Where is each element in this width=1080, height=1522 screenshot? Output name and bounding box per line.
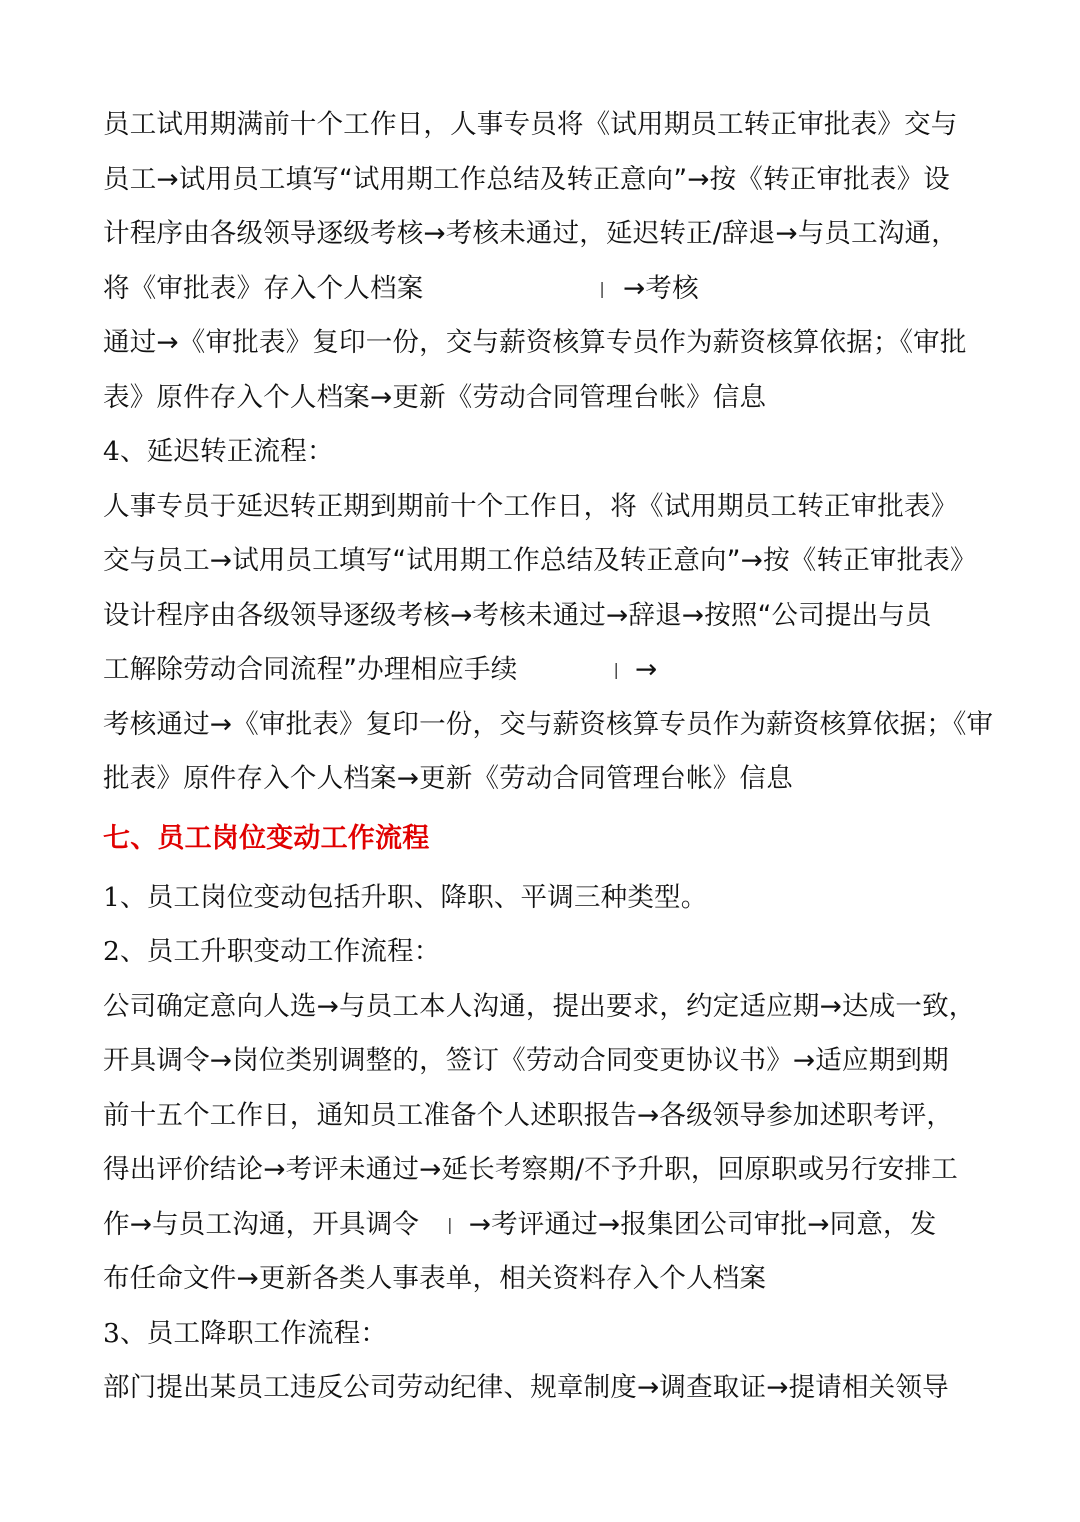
text-line: 前十五个工作日，通知员工准备个人述职报告→各级领导参加述职考评， bbox=[103, 1099, 954, 1131]
text-line: 公司确定意向人选→与员工本人沟通，提出要求，约定适应期→达成一致， bbox=[103, 990, 976, 1022]
text-segment: →考核 bbox=[623, 272, 699, 304]
text-segment: 作→与员工沟通，开具调令 bbox=[103, 1208, 420, 1240]
list-item: 1、员工岗位变动包括升职、降职、平调三种类型。 bbox=[103, 881, 708, 913]
text-segment: 将《审批表》存入个人档案 bbox=[103, 272, 424, 304]
list-item: 2、员工升职变动工作流程： bbox=[103, 936, 441, 967]
text-line: 人事专员于延迟转正期到期前十个工作日，将《试用期员工转正审批表》 bbox=[103, 490, 958, 522]
text-line bbox=[103, 643, 983, 698]
text-line: 开具调令→岗位类别调整的，签订《劳动合同变更协议书》→适应期到期 bbox=[103, 1045, 949, 1076]
tick-mark: | bbox=[447, 1214, 453, 1234]
tick-mark: | bbox=[599, 278, 605, 298]
text-segment: →考评通过→报集团公司审批→同意，发 bbox=[468, 1208, 937, 1240]
text-line: 考核通过→《审批表》复印一份，交与薪资核算专员作为薪资核算依据；《审 bbox=[103, 708, 994, 740]
tick-mark: | bbox=[613, 660, 620, 680]
list-item: 3、员工降职工作流程： bbox=[103, 1317, 388, 1349]
text-line: 得出评价结论→考评未通过→延长考察期/不予升职，回原职或另行安排工 bbox=[103, 1154, 958, 1185]
text-line: 计程序由各级领导逐级考核→考核未通过，延迟转正/辞退→与员工沟通， bbox=[103, 218, 958, 249]
text-line bbox=[103, 1198, 983, 1253]
text-line: 通过→《审批表》复印一份，交与薪资核算专员作为薪资核算依据；《审批 bbox=[103, 327, 967, 358]
text-line: 员工→试用员工填写“试用期工作总结及转正意向”→按《转正审批表》设 bbox=[103, 163, 950, 195]
document-page bbox=[103, 98, 994, 1416]
text-line bbox=[103, 262, 983, 317]
text-line: 部门提出某员工违反公司劳动纪律、规章制度→调查取证→提请相关领导 bbox=[103, 1372, 949, 1403]
text-segment: 工解除劳动合同流程”办理相应手续 bbox=[103, 654, 518, 685]
subsection-title: 4、延迟转正流程： bbox=[103, 436, 334, 467]
text-segment: → bbox=[635, 654, 658, 685]
text-line: 布任命文件→更新各类人事表单，相关资料存入个人档案 bbox=[103, 1263, 767, 1294]
text-line: 批表》原件存入个人档案→更新《劳动合同管理台帐》信息 bbox=[103, 763, 793, 794]
text-line: 设计程序由各级领导逐级考核→考核未通过→辞退→按照“公司提出与员 bbox=[103, 599, 932, 631]
text-line: 表》原件存入个人档案→更新《劳动合同管理台帐》信息 bbox=[103, 381, 767, 413]
section-heading: 七、员工岗位变动工作流程 bbox=[103, 822, 430, 854]
text-line: 员工试用期满前十个工作日，人事专员将《试用期员工转正审批表》交与 bbox=[103, 109, 958, 140]
text-line: 交与员工→试用员工填写“试用期工作总结及转正意向”→按《转正审批表》 bbox=[103, 545, 977, 576]
